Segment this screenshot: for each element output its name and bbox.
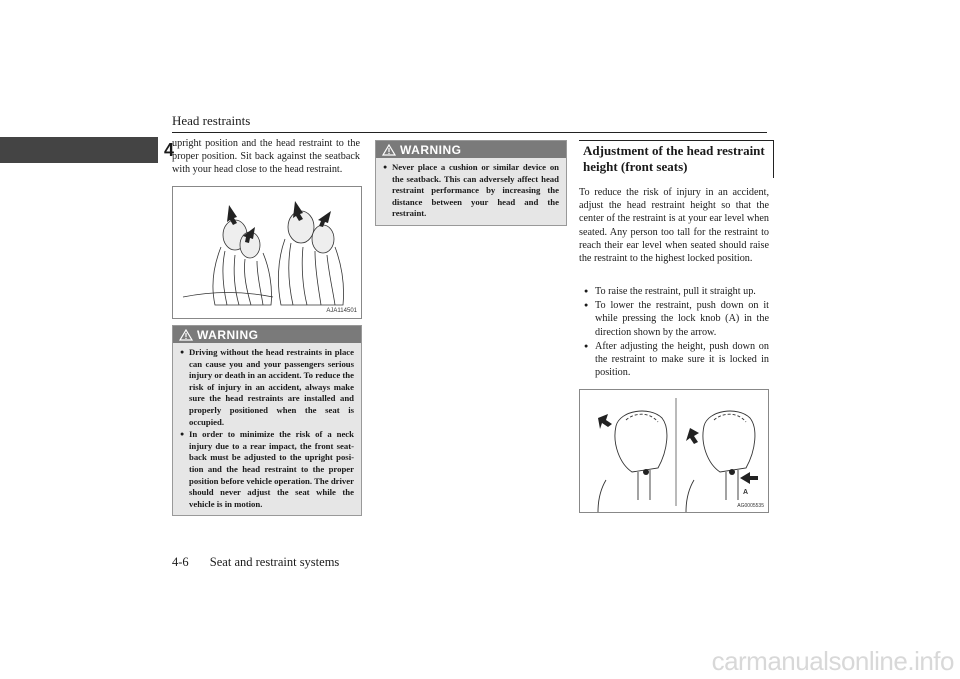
list-item: ● To raise the restraint, pull it straight up.	[579, 285, 769, 298]
adjustment-paragraph: To reduce the risk of injury in an accident, adjust the head restraint height so that the center of the restraint is at your ear level when seated. Any person too tall for the restraint to reach their ear level when seated should raise the restraint to the highest locked position.	[579, 187, 769, 265]
seats-illustration	[173, 187, 361, 318]
warning-triangle-icon	[179, 329, 193, 341]
watermark-text: carmanualsonline.info	[711, 646, 954, 676]
head-restraint-adjustment-figure	[579, 389, 769, 513]
chapter-number: 4	[164, 140, 175, 160]
warning-title: WARNING	[197, 327, 259, 342]
warning-box-left	[172, 325, 362, 516]
lock-knob-callout: A	[743, 489, 749, 496]
footer-section-title: Seat and restraint systems	[209, 555, 340, 569]
chapter-tab	[0, 137, 158, 163]
list-item: ● To lower the restraint, push down on it while pressing the lock knob (A) in the direction shown by the arrow.	[579, 299, 769, 339]
warning-item: ● Never place a cushion or similar device on the seatback. This can adversely affect head restraint performance by increasing the distance between your head and the restraint.	[383, 162, 559, 220]
seat-head-restraints-figure	[172, 186, 362, 319]
list-item: ● After adjusting the height, push down on the restraint to make sure it is locked in position.	[579, 340, 769, 380]
warning-header	[173, 326, 361, 343]
warning-item: ● In order to minimize the risk of a neck injury due to a rear impact, the front seat-back must be adjusted to the upright posi-tion and the head restraint to the proper position before vehicle operation. The driver should never adjust the seat while the vehicle is in motion.	[180, 429, 354, 510]
figure-code-label: AG0005535	[737, 503, 764, 509]
warning-header	[376, 141, 566, 158]
intro-paragraph: upright position and the head restraint to the proper position. Sit back against the seatback with your head close to the head restraint.	[172, 138, 360, 176]
warning-item: ● Driving without the head restraints in place can cause you and your passengers serious injury or death in an accident. To reduce the risk of injury in an accident, always make sure the head restraints are installed and properly positioned when the seat is occupied.	[180, 347, 354, 428]
page-footer	[172, 555, 357, 570]
head-restraint-illustration	[580, 390, 768, 512]
figure-code-label: AJA114501	[326, 308, 357, 314]
warning-title: WARNING	[400, 142, 462, 157]
header-rule	[172, 132, 767, 133]
adjustment-bullet-list	[579, 285, 769, 380]
warning-triangle-icon	[382, 144, 396, 156]
page-number: 4-6	[172, 555, 189, 569]
page-header-title: Head restraints	[172, 113, 251, 128]
section-title: Adjustment of the head restraint height (front seats)	[579, 140, 774, 178]
warning-box-middle	[375, 140, 567, 226]
